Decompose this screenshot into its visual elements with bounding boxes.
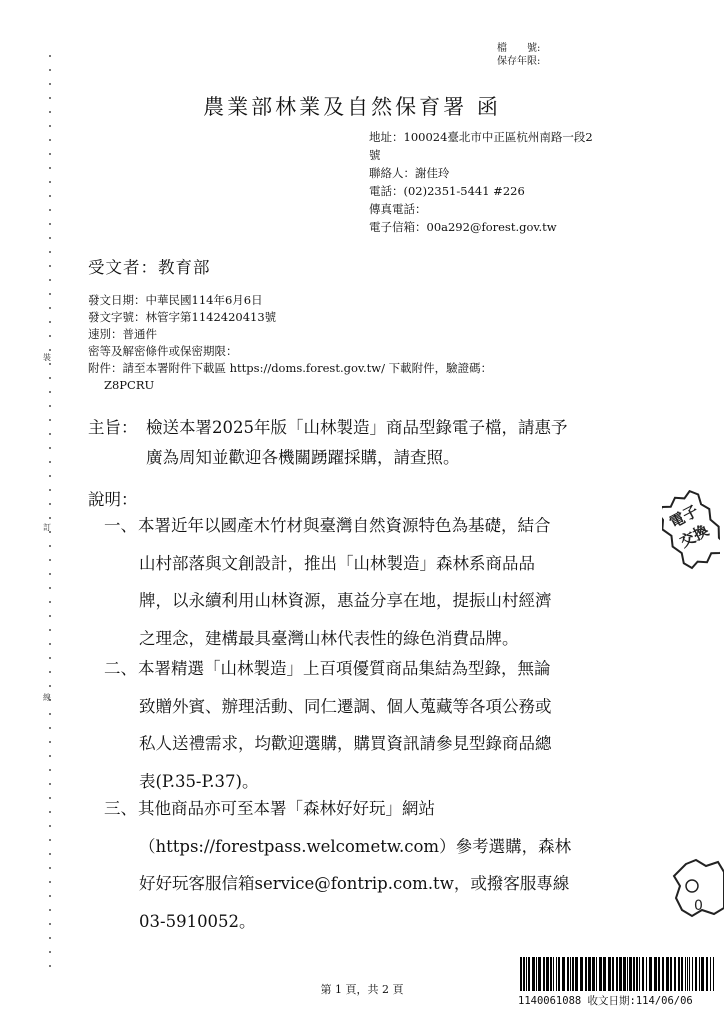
item-line: 03-5910052。 [139,911,256,931]
address-line-1: 地址：100024臺北市中正區杭州南路一段2 [369,130,593,144]
file-meta [497,42,540,68]
item-line: 表(P.35-P.37)。 [139,771,259,791]
binding-char-zhuang: 裝 [43,353,51,362]
partial-stamp-icon [672,858,724,918]
barcode-text: 1140061088 收文日期:114/06/06 [518,995,693,1007]
explanation-item-3 [104,790,644,940]
contact-person: 聯絡人：謝佳玲 [369,166,450,180]
item-line: 本署近年以國產木竹材與臺灣自然資源特色為基礎，結合 [138,516,551,535]
phone: 電話：(02)2351-5441 #226 [369,184,525,198]
document-title [0,91,724,121]
item-line: 致贈外賓、辦理活動、同仁遷調、個人蒐藏等各項公務或 [139,696,552,716]
item-line: 牌，以永續利用山林資源，惠益分享在地，提振山村經濟 [139,591,552,611]
attachment-info: 附件：請至本署附件下載區 https://doms.forest.gov.tw/ 下載附件，驗證碼： [88,361,493,375]
binding-char-ding: 訂 [43,523,51,532]
item-line: 本署精選「山林製造」上百項優質商品集結為型錄，無論 [138,659,551,678]
fax: 傳真電話： [369,202,427,216]
page-number: 第 1 頁，共 2 頁 [320,983,404,996]
file-number-label: 檔 號: [497,43,541,54]
svg-text:交換: 交換 [676,521,712,552]
electronic-exchange-stamp [662,490,720,570]
delivery-speed: 速別：普通件 [88,327,157,341]
subject-line-1: 檢送本署2025年版「山林製造」商品型錄電子檔，請惠予 [146,418,568,437]
item-number: 二、 [104,659,137,678]
svg-text:電子: 電子 [666,501,702,532]
verification-code: Z8PCRU [104,378,155,392]
meta-block [88,292,492,394]
binding-char-xian: 線 [43,693,51,702]
issue-date: 發文日期：中華民國114年6月6日 [88,293,263,307]
secrecy-level: 密等及解密條件或保密期限： [88,344,238,358]
retention-label: 保存年限: [497,56,541,67]
recipient: 受文者：教育部 [88,258,211,277]
item-number: 一、 [104,516,137,535]
document-title-text: 農業部林業及自然保育署 函 [203,95,501,119]
explanation-item-2 [104,650,644,800]
document-number: 發文字號：林管字第1142420413號 [88,310,277,324]
email: 電子信箱：00a292@forest.gov.tw [369,220,557,234]
svg-text:0: 0 [694,898,703,914]
contact-block [369,128,631,236]
address-line-2: 號 [369,148,381,162]
binding-line [48,55,54,975]
item-line: 之理念，建構最具臺灣山林代表性的綠色消費品牌。 [139,628,519,648]
subject-label: 主旨： [88,418,138,437]
barcode-icon [518,957,718,991]
item-line: 好好玩客服信箱service@fontrip.com.tw，或撥客服專線 [139,874,570,894]
item-line: （https://forestpass.welcometw.com）參考選購，森林 [139,836,572,856]
item-line: 私人送禮需求，均歡迎選購，購買資訊請參見型錄商品總 [139,734,552,754]
subject [88,413,648,473]
item-line: 其他商品亦可至本署「森林好好玩」網站 [138,799,435,818]
subject-line-2: 廣為周知並歡迎各機關踴躍採購，請查照。 [146,448,460,467]
explanation-item-1 [104,507,644,657]
item-line: 山村部落與文創設計，推出「山林製造」森林系商品品 [139,553,535,573]
item-number: 三、 [104,799,137,818]
explanation-label: 說明： [88,490,138,509]
